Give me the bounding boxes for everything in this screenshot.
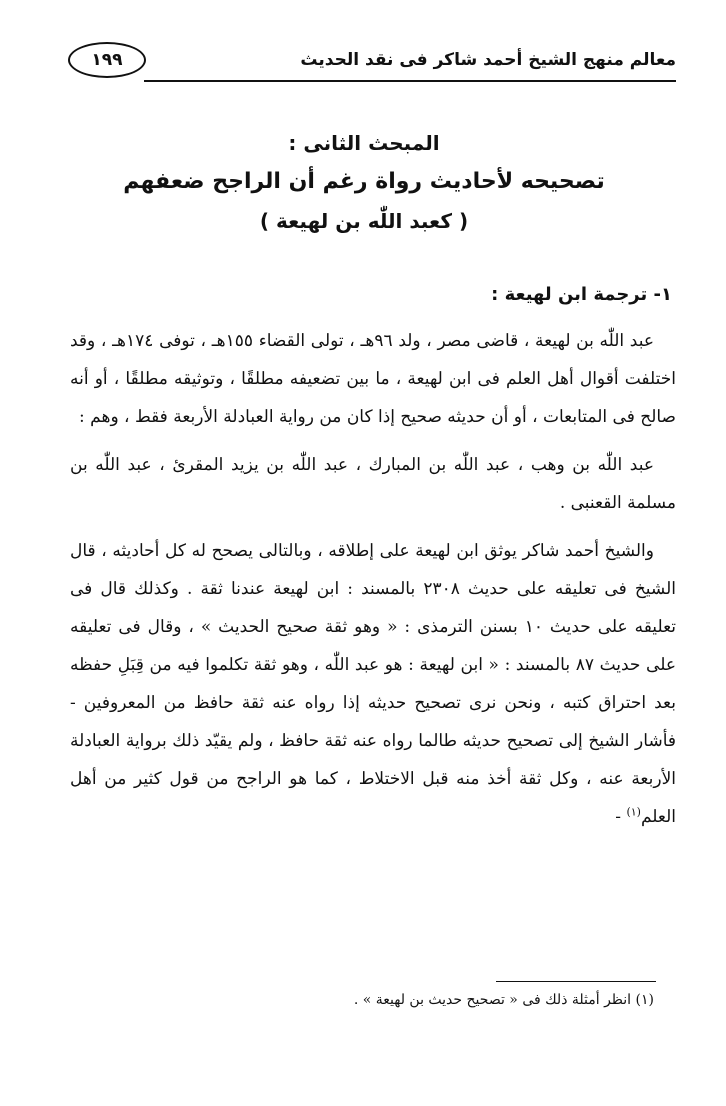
footnote-reference[interactable]: (١): [626, 805, 641, 819]
footnote-rule: [496, 981, 656, 982]
running-header: [68, 40, 676, 84]
running-title: معالم منهج الشيخ أحمد شاكر فى نقد الحديث: [300, 50, 676, 70]
page-number-oval: [68, 42, 146, 78]
body-text: [70, 276, 676, 846]
section-heading-line-2: تصحيحه لأحاديث رواة رغم أن الراجح ضعفهم: [123, 169, 605, 194]
subheading: ١- ترجمة ابن لهيعة :: [491, 284, 672, 305]
section-heading-line-1: المبحث الثانى :: [288, 131, 440, 155]
section-heading-line-3: ( كعبد اللّٰه بن لهيعة ): [259, 209, 469, 233]
page-number: ١٩٩: [91, 50, 123, 70]
paragraph-1: عبد اللّٰه بن لهيعة ، قاضى مصر ، ولد ٩٦هـ ، تولى القضاء ١٥٥هـ ، توفى ١٧٤هـ ، وقد اختلفت أقوال أهل العلم فى ابن لهيعة ، ما بين تضعيفه مطلقًا ، وتوثيقه مطلقًا ، أو أنه صالح فى المتابعات ، أو أن حديثه صحيح إذا كان من رواية العبادلة الأربعة فقط ، وهم :: [70, 331, 676, 427]
paragraph-2: عبد اللّٰه بن وهب ، عبد اللّٰه بن المبارك ، عبد اللّٰه بن يزيد المقرئ ، عبد اللّٰه بن مسلمة القعنبى .: [70, 455, 676, 513]
paragraph-3: [70, 532, 676, 836]
paragraph-3-text: والشيخ أحمد شاكر يوثق ابن لهيعة على إطلاقه ، وبالتالى يصحح له كل أحاديثه ، قال الشيخ فى تعليقه على حديث ٢٣٠٨ بالمسند : ابن لهيعة عندنا ثقة . وكذلك قال فى تعليقه على حديث ١٠ بسنن الترمذى : « وهو ثقة صحيح الحديث » ، وقال فى تعليقه على حديث ٨٧ بالمسند : « ابن لهيعة : هو عبد اللّٰه ، وهو ثقة تكلموا فيه من قِبَلِ حفظه بعد احتراق كتبه ، ونحن نرى تصحيح حديثه إذا رواه عنه ثقة حافظ من المعروفين - فأشار الشيخ إلى تصحيح حديثه طالما رواه عنه ثقة حافظ ، ولم يقيّد ذلك برواية العبادلة الأربعة عنه ، وكل ثقة أخذ منه قبل الاختلاط ، كما هو الراجح من قول كثير من أهل العلم: [70, 541, 676, 827]
footnote: (١) انظر أمثلة ذلك فى « تصحيح حديث بن لهيعة » .: [353, 992, 654, 1008]
section-heading: [80, 124, 648, 240]
header-rule: [144, 80, 676, 82]
paragraph-3-end: -: [615, 807, 627, 827]
